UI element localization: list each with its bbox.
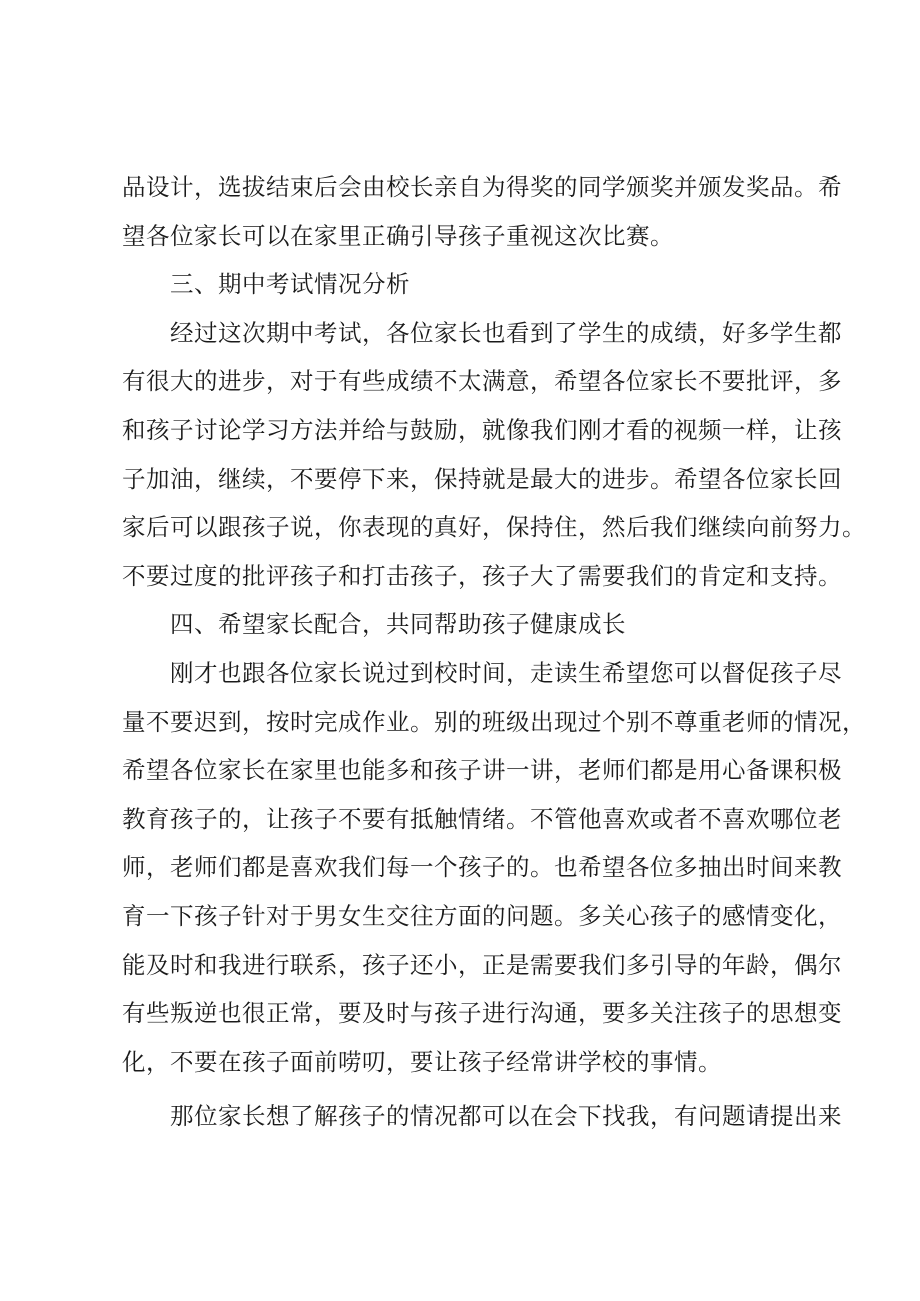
section-heading-4: 四、希望家长配合，共同帮助孩子健康成长 bbox=[170, 610, 626, 639]
document-body bbox=[122, 163, 866, 1141]
paragraph-line: 那位家长想了解孩子的情况都可以在会下找我，有问题请提出来 bbox=[170, 1102, 842, 1131]
paragraph-line: 不要过度的批评孩子和打击孩子，孩子大了需要我们的肯定和支持。 bbox=[122, 561, 842, 590]
paragraph-line: 子加油，继续，不要停下来，保持就是最大的进步。希望各位家长回 bbox=[122, 464, 842, 493]
paragraph-line: 化，不要在孩子面前唠叨，要让孩子经常讲学校的事情。 bbox=[122, 1047, 722, 1076]
paragraph-line: 有些叛逆也很正常，要及时与孩子进行沟通，要多关注孩子的思想变 bbox=[122, 999, 842, 1028]
paragraph-line: 量不要迟到，按时完成作业。别的班级出现过个别不尊重老师的情况， bbox=[122, 707, 866, 736]
paragraph-line: 望各位家长可以在家里正确引导孩子重视这次比赛。 bbox=[122, 221, 674, 250]
paragraph-line: 能及时和我进行联系，孩子还小，正是需要我们多引导的年龄，偶尔 bbox=[122, 950, 842, 979]
paragraph-line: 刚才也跟各位家长说过到校时间，走读生希望您可以督促孩子尽 bbox=[170, 658, 842, 687]
paragraph-line: 家后可以跟孩子说，你表现的真好，保持住，然后我们继续向前努力。 bbox=[122, 513, 866, 542]
section-heading-3: 三、期中考试情况分析 bbox=[170, 270, 410, 299]
paragraph-line: 师，老师们都是喜欢我们每一个孩子的。也希望各位多抽出时间来教 bbox=[122, 853, 842, 882]
paragraph-line: 有很大的进步，对于有些成绩不太满意，希望各位家长不要批评，多 bbox=[122, 367, 842, 396]
paragraph-line: 教育孩子的，让孩子不要有抵触情绪。不管他喜欢或者不喜欢哪位老 bbox=[122, 804, 842, 833]
paragraph-line: 经过这次期中考试，各位家长也看到了学生的成绩，好多学生都 bbox=[170, 318, 842, 347]
paragraph-line: 品设计，选拔结束后会由校长亲自为得奖的同学颁奖并颁发奖品。希 bbox=[122, 173, 842, 201]
paragraph-line: 和孩子讨论学习方法并给与鼓励，就像我们刚才看的视频一样，让孩 bbox=[122, 415, 842, 444]
paragraph-line: 希望各位家长在家里也能多和孩子讲一讲，老师们都是用心备课积极 bbox=[122, 756, 842, 785]
paragraph-line: 育一下孩子针对于男女生交往方面的问题。多关心孩子的感情变化， bbox=[122, 901, 842, 930]
